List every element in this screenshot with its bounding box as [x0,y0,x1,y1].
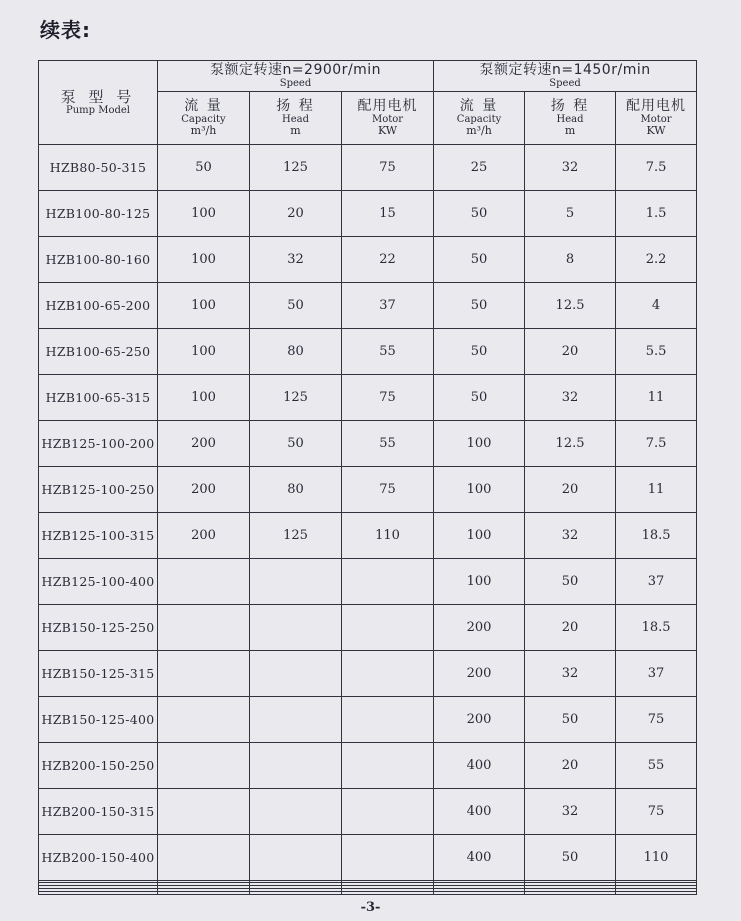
value-cell: 400 [434,834,525,880]
value-cell: 20 [525,328,616,374]
table-row [39,374,697,420]
header-speed2-zh: 泵额定转速n=1450r/min [479,62,651,78]
value-cell [342,891,434,894]
value-cell [342,742,434,788]
value-cell: 32 [525,145,616,191]
value-cell: 50 [525,696,616,742]
header-motor-1 [342,92,434,145]
pump-model-cell: HZB100-80-160 [39,236,158,282]
value-cell: 75 [616,696,697,742]
table-row [39,145,697,191]
value-cell: 50 [434,282,525,328]
pump-model-cell: HZB200-150-315 [39,788,158,834]
value-cell [158,604,250,650]
value-cell: 50 [250,420,342,466]
pump-model-cell: HZB150-125-315 [39,650,158,696]
value-cell [250,604,342,650]
header-head-zh: 扬 程 [550,98,590,114]
value-cell [525,891,616,894]
value-cell: 15 [342,190,434,236]
value-cell: 200 [434,604,525,650]
value-cell [250,558,342,604]
header-capacity-en: Capacity [181,114,226,125]
value-cell: 100 [158,282,250,328]
table-row [39,466,697,512]
table-row [39,328,697,374]
value-cell: 50 [250,282,342,328]
value-cell: 50 [434,236,525,282]
value-cell [250,742,342,788]
value-cell: 75 [342,145,434,191]
header-speed-2900 [158,61,434,92]
value-cell [158,788,250,834]
header-model-en: Pump Model [65,104,130,116]
value-cell [158,558,250,604]
value-cell: 400 [434,788,525,834]
value-cell: 200 [158,466,250,512]
value-cell [250,834,342,880]
value-cell: 125 [250,374,342,420]
pump-model-cell: HZB80-50-315 [39,145,158,191]
value-cell: 50 [434,190,525,236]
value-cell [250,696,342,742]
page-title: 续表: [40,18,91,42]
value-cell: 200 [158,512,250,558]
value-cell: 37 [616,650,697,696]
value-cell [158,742,250,788]
header-motor-unit: KW [646,124,666,137]
pump-model-cell: HZB100-65-250 [39,328,158,374]
header-head-2 [525,92,616,145]
value-cell: 18.5 [616,604,697,650]
table-row [39,891,697,894]
value-cell: 55 [616,742,697,788]
value-cell: 100 [158,190,250,236]
value-cell: 32 [525,512,616,558]
value-cell [158,891,250,894]
header-pump-model [39,61,158,145]
header-head-en: Head [281,114,309,125]
value-cell [616,891,697,894]
header-motor-unit: KW [377,124,398,137]
header-head-en: Head [556,114,584,125]
value-cell: 2.2 [616,236,697,282]
value-cell: 37 [342,282,434,328]
value-cell [434,891,525,894]
value-cell: 5.5 [616,328,697,374]
pump-model-cell: HZB100-65-200 [39,282,158,328]
header-capacity-2 [434,92,525,145]
value-cell: 125 [250,512,342,558]
header-head-zh: 扬 程 [276,98,315,114]
value-cell: 20 [525,466,616,512]
pump-model-cell: HZB150-125-400 [39,696,158,742]
header-capacity-zh: 流 量 [184,98,223,114]
header-capacity-zh: 流 量 [459,98,499,114]
value-cell: 7.5 [616,420,697,466]
value-cell: 32 [525,374,616,420]
header-head-unit: m [290,124,301,137]
value-cell: 7.5 [616,145,697,191]
value-cell [158,834,250,880]
table-row [39,512,697,558]
value-cell: 55 [342,328,434,374]
value-cell: 400 [434,742,525,788]
header-capacity-en: Capacity [456,114,502,125]
table-body [39,145,697,895]
value-cell: 55 [342,420,434,466]
pump-model-cell [39,891,158,894]
value-cell: 75 [342,374,434,420]
value-cell: 22 [342,236,434,282]
value-cell: 1.5 [616,190,697,236]
value-cell [342,696,434,742]
value-cell: 50 [434,328,525,374]
pump-model-cell: HZB200-150-250 [39,742,158,788]
value-cell: 100 [434,558,525,604]
table-row [39,834,697,880]
value-cell: 200 [158,420,250,466]
table-row [39,788,697,834]
page-number: -3- [360,900,381,915]
value-cell: 32 [525,650,616,696]
pump-model-cell: HZB125-100-315 [39,512,158,558]
value-cell: 75 [616,788,697,834]
value-cell: 50 [158,145,250,191]
header-row-speed [39,61,697,92]
table-row [39,282,697,328]
header-speed2-en: Speed [549,78,581,89]
pump-model-cell: HZB100-65-315 [39,374,158,420]
table-row [39,650,697,696]
value-cell: 12.5 [525,282,616,328]
value-cell: 5 [525,190,616,236]
header-speed1-zh: 泵额定转速n=2900r/min [209,62,382,78]
pump-model-cell: HZB125-100-400 [39,558,158,604]
table-row [39,190,697,236]
header-capacity-unit: m³/h [190,124,217,137]
value-cell: 32 [250,236,342,282]
value-cell: 4 [616,282,697,328]
value-cell [342,650,434,696]
value-cell: 12.5 [525,420,616,466]
value-cell: 25 [434,145,525,191]
value-cell: 110 [616,834,697,880]
value-cell: 100 [434,420,525,466]
value-cell: 80 [250,466,342,512]
value-cell [342,558,434,604]
pump-model-cell: HZB125-100-200 [39,420,158,466]
value-cell: 100 [434,512,525,558]
value-cell [342,788,434,834]
value-cell: 200 [434,696,525,742]
header-model-zh: 泵 型 号 [60,87,136,106]
table-row [39,236,697,282]
pump-model-cell: HZB150-125-250 [39,604,158,650]
header-motor-zh: 配用电机 [626,98,687,114]
header-motor-zh: 配用电机 [357,98,418,114]
value-cell: 11 [616,374,697,420]
value-cell [250,891,342,894]
value-cell: 18.5 [616,512,697,558]
table-row [39,420,697,466]
header-capacity-unit: m³/h [466,124,492,137]
value-cell [158,696,250,742]
pump-model-cell: HZB125-100-250 [39,466,158,512]
value-cell: 100 [158,374,250,420]
value-cell: 37 [616,558,697,604]
value-cell [342,834,434,880]
value-cell: 32 [525,788,616,834]
pump-spec-table [38,60,697,895]
header-motor-2 [616,92,697,145]
header-head-1 [250,92,342,145]
value-cell: 125 [250,145,342,191]
header-motor-en: Motor [371,114,404,125]
value-cell: 100 [158,328,250,374]
value-cell [250,788,342,834]
value-cell: 80 [250,328,342,374]
value-cell: 8 [525,236,616,282]
header-speed1-en: Speed [279,78,312,89]
value-cell: 75 [342,466,434,512]
table-row [39,604,697,650]
pump-model-cell: HZB100-80-125 [39,190,158,236]
value-cell: 110 [342,512,434,558]
value-cell: 20 [525,742,616,788]
value-cell: 11 [616,466,697,512]
header-motor-en: Motor [640,114,672,125]
header-head-unit: m [564,124,576,137]
value-cell: 50 [434,374,525,420]
value-cell: 50 [525,558,616,604]
value-cell: 50 [525,834,616,880]
value-cell [250,650,342,696]
value-cell [158,650,250,696]
value-cell: 20 [250,190,342,236]
value-cell [342,604,434,650]
pump-model-cell: HZB200-150-400 [39,834,158,880]
header-speed-1450 [434,61,697,92]
value-cell: 20 [525,604,616,650]
table-row [39,558,697,604]
value-cell: 100 [158,236,250,282]
value-cell: 100 [434,466,525,512]
table-row [39,696,697,742]
table-row [39,742,697,788]
value-cell: 200 [434,650,525,696]
header-capacity-1 [158,92,250,145]
